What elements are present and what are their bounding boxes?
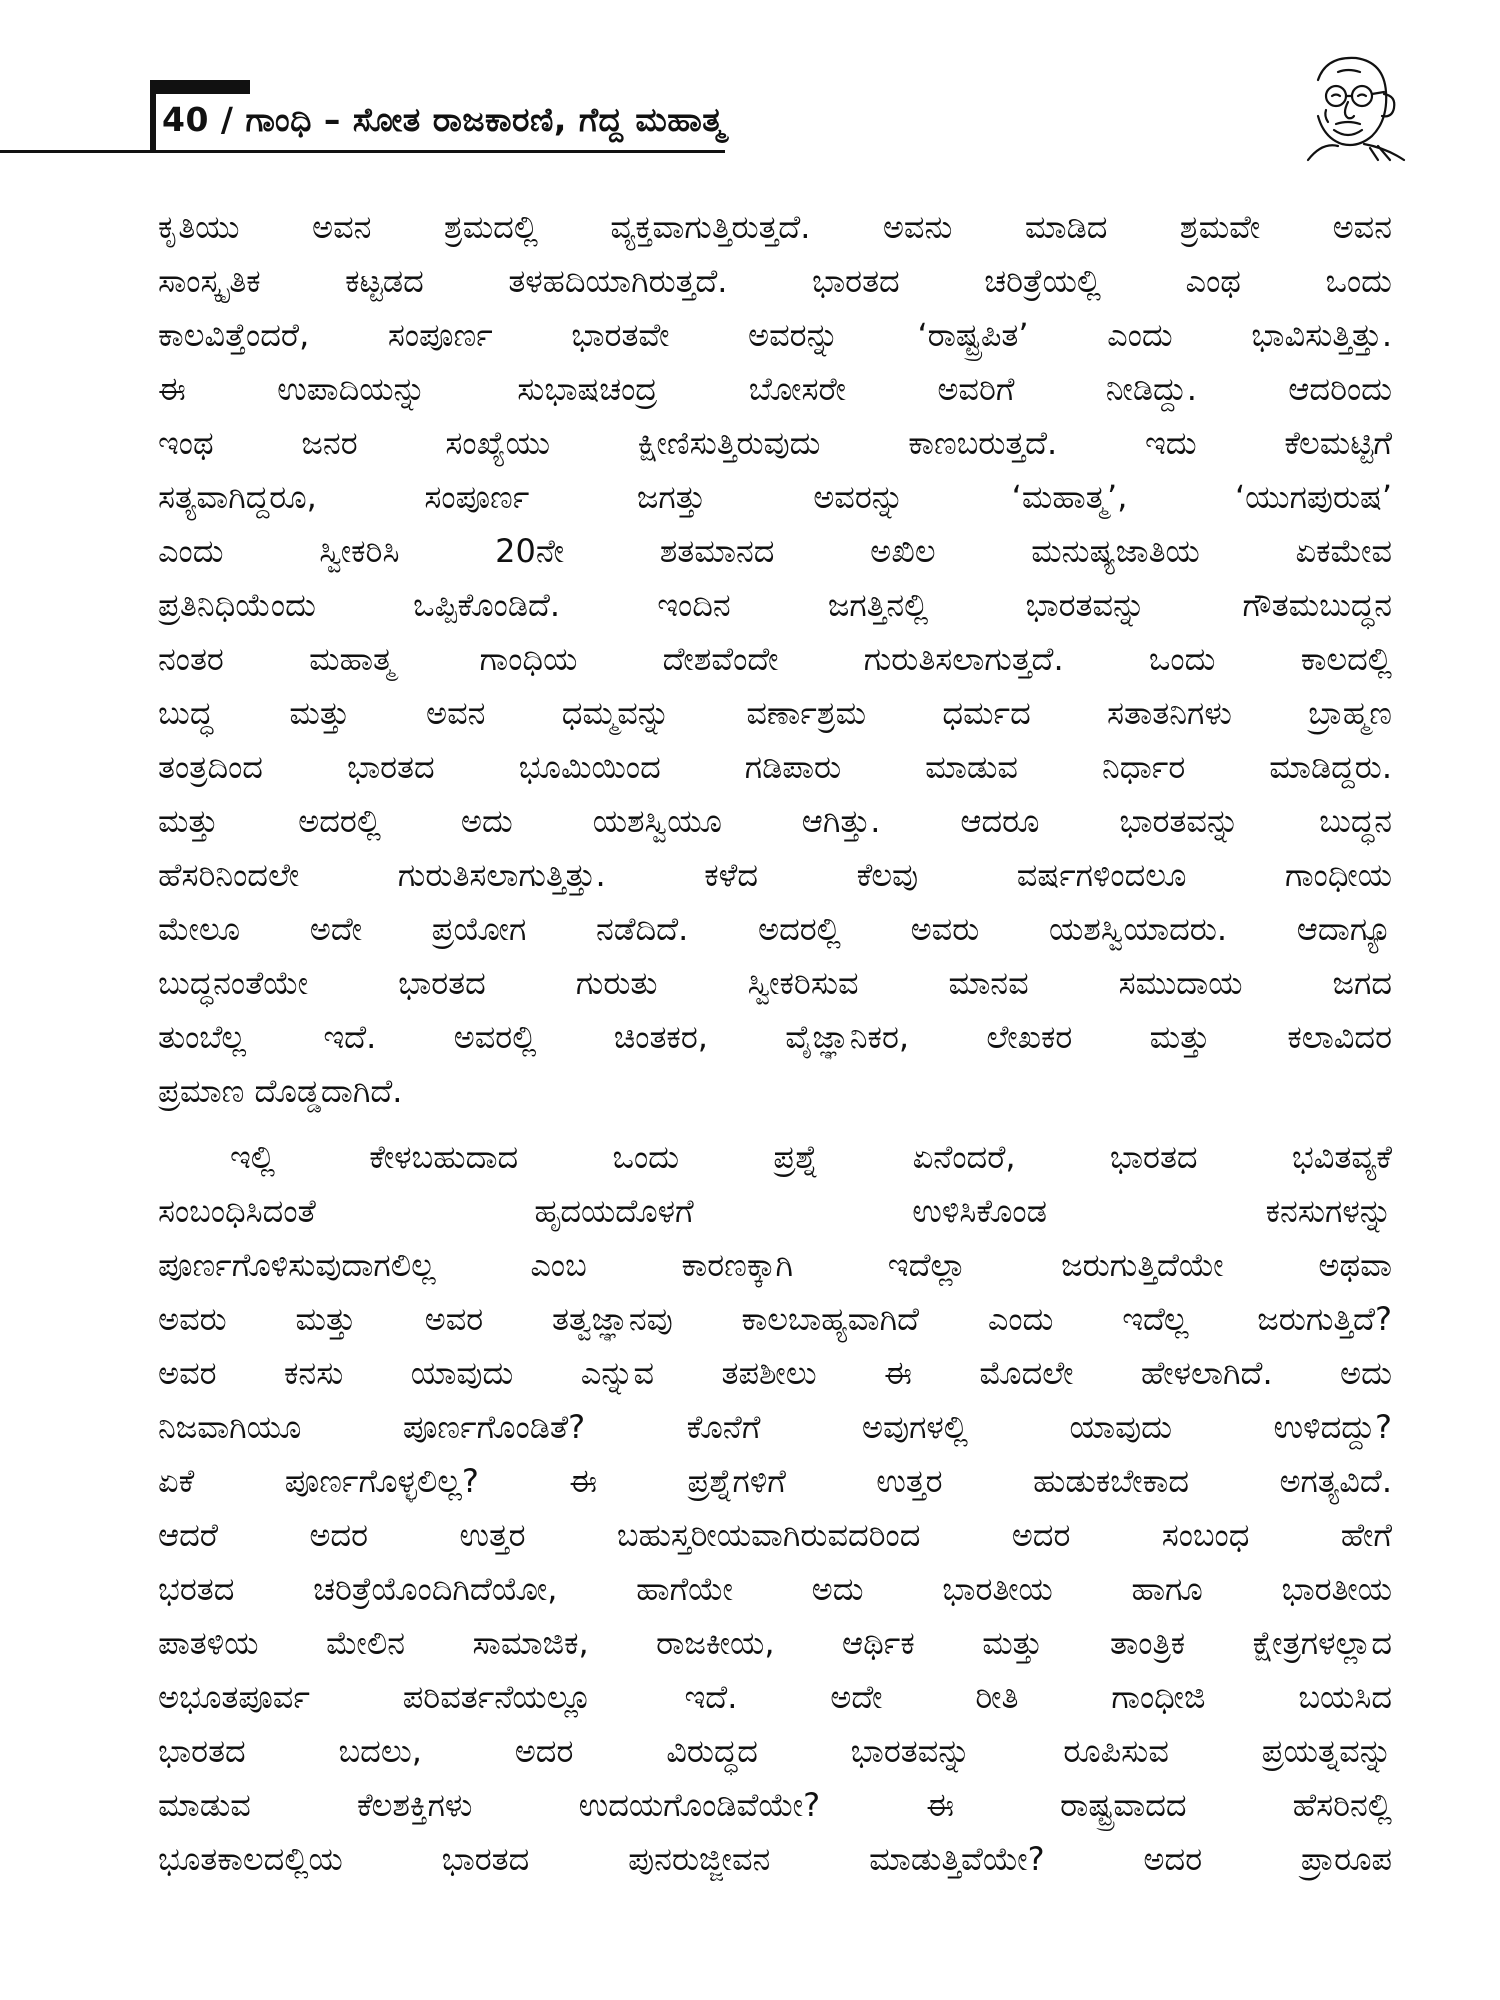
paragraph-1 [158,200,1392,1118]
text-line: ಮೇಲೂ ಅದೇ ಪ್ರಯೋಗ ನಡೆದಿದೆ. ಅದರಲ್ಲಿ ಅವರು ಯಶಸ್ವಿಯಾದರು. ಆದಾಗ್ಯೂ [158,910,1392,948]
text-line: ಅವರ ಕನಸು ಯಾವುದು ಎನ್ನುವ ತಪಶೀಲು ಈ ಮೊದಲೇ ಹೇಳಲಾಗಿದೆ. ಅದು [158,1354,1392,1392]
text-line: ಕಾಲವಿತ್ತೆಂದರೆ, ಸಂಪೂರ್ಣ ಭಾರತವೇ ಅವರನ್ನು ‘ರಾಷ್ಟ್ರಪಿತ’ ಎಂದು ಭಾವಿಸುತ್ತಿತ್ತು. [158,316,1392,354]
text-line: ಸತ್ಯವಾಗಿದ್ದರೂ, ಸಂಪೂರ್ಣ ಜಗತ್ತು ಅವರನ್ನು ‘ಮಹಾತ್ಮ’, ‘ಯುಗಪುರುಷ’ [158,478,1392,516]
text-line: ಮತ್ತು ಅದರಲ್ಲಿ ಅದು ಯಶಸ್ವಿಯೂ ಆಗಿತ್ತು. ಆದರೂ ಭಾರತವನ್ನು ಬುದ್ಧನ [158,802,1392,840]
paragraph-gap [158,1118,1392,1130]
text-line: ಮಾಡುವ ಕೆಲಶಕ್ತಿಗಳು ಉದಯಗೊಂಡಿವೆಯೇ? ಈ ರಾಷ್ಟ್ರವಾದದ ಹೆಸರಿನಲ್ಲಿ [158,1786,1392,1824]
page-body [158,200,1392,1886]
text-line: ಪಾತಳಿಯ ಮೇಲಿನ ಸಾಮಾಜಿಕ, ರಾಜಕೀಯ, ಆರ್ಥಿಕ ಮತ್ತು ತಾಂತ್ರಿಕ ಕ್ಷೇತ್ರಗಳಲ್ಲಾದ [158,1624,1392,1662]
gandhi-portrait-icon [1278,50,1408,162]
text-line: ಬುದ್ಧನಂತೆಯೇ ಭಾರತದ ಗುರುತು ಸ್ವೀಕರಿಸುವ ಮಾನವ ಸಮುದಾಯ ಜಗದ [158,964,1392,1002]
text-line: ಆದರೆ ಅದರ ಉತ್ತರ ಬಹುಸ್ತರೀಯವಾಗಿರುವದರಿಂದ ಅದರ ಸಂಬಂಧ ಹೇಗೆ [158,1516,1392,1554]
text-line: ಸಾಂಸ್ಕೃತಿಕ ಕಟ್ಟಡದ ತಳಹದಿಯಾಗಿರುತ್ತದೆ. ಭಾರತದ ಚರಿತ್ರೆಯಲ್ಲಿ ಎಂಥ ಒಂದು [158,262,1392,300]
text-line: ನಿಜವಾಗಿಯೂ ಪೂರ್ಣಗೊಂಡಿತೆ? ಕೊನೆಗೆ ಅವುಗಳಲ್ಲಿ ಯಾವುದು ಉಳಿದದ್ದು? [158,1408,1392,1446]
text-line: ಕೃತಿಯು ಅವನ ಶ್ರಮದಲ್ಲಿ ವ್ಯಕ್ತವಾಗುತ್ತಿರುತ್ತದೆ. ಅವನು ಮಾಡಿದ ಶ್ರಮವೇ ಅವನ [158,208,1392,246]
text-line: ಎಂದು ಸ್ವೀಕರಿಸಿ 20ನೇ ಶತಮಾನದ ಅಖಿಲ ಮನುಷ್ಯಜಾತಿಯ ಏಕಮೇವ [158,532,1392,570]
text-line: ಹೆಸರಿನಿಂದಲೇ ಗುರುತಿಸಲಾಗುತ್ತಿತ್ತು. ಕಳೆದ ಕೆಲವು ವರ್ಷಗಳಿಂದಲೂ ಗಾಂಧೀಯ [158,856,1392,894]
text-line: ಪ್ರಮಾಣ ದೊಡ್ಡದಾಗಿದೆ. [158,1072,403,1110]
text-line: ಏಕೆ ಪೂರ್ಣಗೊಳ್ಳಲಿಲ್ಲ? ಈ ಪ್ರಶ್ನೆಗಳಿಗೆ ಉತ್ತರ ಹುಡುಕಬೇಕಾದ ಅಗತ್ಯವಿದೆ. [158,1462,1392,1500]
text-line: ನಂತರ ಮಹಾತ್ಮ ಗಾಂಧಿಯ ದೇಶವೆಂದೇ ಗುರುತಿಸಲಾಗುತ್ತದೆ. ಒಂದು ಕಾಲದಲ್ಲಿ [158,640,1392,678]
text-line: ತುಂಬೆಲ್ಲ ಇದೆ. ಅವರಲ್ಲಿ ಚಿಂತಕರ, ವೈಜ್ಞಾನಿಕರ, ಲೇಖಕರ ಮತ್ತು ಕಲಾವಿದರ [158,1018,1392,1056]
paragraph-2 [158,1130,1392,1886]
header-vertical-rule [150,80,156,152]
text-line: ಅಭೂತಪೂರ್ವ ಪರಿವರ್ತನೆಯಲ್ಲೂ ಇದೆ. ಅದೇ ರೀತಿ ಗಾಂಧೀಜಿ ಬಯಸಿದ [158,1678,1392,1716]
text-line: ಅವರು ಮತ್ತು ಅವರ ತತ್ವಜ್ಞಾನವು ಕಾಲಬಾಹ್ಯವಾಗಿದೆ ಎಂದು ಇದೆಲ್ಲ ಜರುಗುತ್ತಿದೆ? [158,1300,1392,1338]
text-line: ಇಲ್ಲಿ ಕೇಳಬಹುದಾದ ಒಂದು ಪ್ರಶ್ನೆ ಏನೆಂದರೆ, ಭಾರತದ ಭವಿತವ್ಯಕೆ [230,1138,1392,1176]
text-line: ತಂತ್ರದಿಂದ ಭಾರತದ ಭೂಮಿಯಿಂದ ಗಡಿಪಾರು ಮಾಡುವ ನಿರ್ಧಾರ ಮಾಡಿದ್ದರು. [158,748,1392,786]
header-underline-rule [0,150,725,153]
text-line: ಭರತದ ಚರಿತ್ರೆಯೊಂದಿಗಿದೆಯೋ, ಹಾಗೆಯೇ ಅದು ಭಾರತೀಯ ಹಾಗೂ ಭಾರತೀಯ [158,1570,1392,1608]
text-line: ಪ್ರತಿನಿಧಿಯೆಂದು ಒಪ್ಪಿಕೊಂಡಿದೆ. ಇಂದಿನ ಜಗತ್ತಿನಲ್ಲಿ ಭಾರತವನ್ನು ಗೌತಮಬುದ್ಧನ [158,586,1392,624]
text-line: ಭಾರತದ ಬದಲು, ಅದರ ವಿರುದ್ಧದ ಭಾರತವನ್ನು ರೂಪಿಸುವ ಪ್ರಯತ್ನವನ್ನು [158,1732,1392,1770]
text-line: ಭೂತಕಾಲದಲ್ಲಿಯ ಭಾರತದ ಪುನರುಜ್ಜೀವನ ಮಾಡುತ್ತಿವೆಯೇ? ಅದರ ಪ್ರಾರೂಪ [158,1840,1392,1878]
running-header-title: 40 / ಗಾಂಧಿ – ಸೋತ ರಾಜಕಾರಣಿ, ಗೆದ್ದ ಮಹಾತ್ಮ [162,100,725,139]
text-line: ಪೂರ್ಣಗೊಳಿಸುವುದಾಗಲಿಲ್ಲ ಎಂಬ ಕಾರಣಕ್ಕಾಗಿ ಇದೆಲ್ಲಾ ಜರುಗುತ್ತಿದೆಯೇ ಅಥವಾ [158,1246,1392,1284]
text-line: ಬುದ್ಧ ಮತ್ತು ಅವನ ಧಮ್ಮವನ್ನು ವರ್ಣಾಶ್ರಮ ಧರ್ಮದ ಸತಾತನಿಗಳು ಬ್ರಾಹ್ಮಣ [158,694,1392,732]
text-line: ಈ ಉಪಾದಿಯನ್ನು ಸುಭಾಷಚಂದ್ರ ಬೋಸರೇ ಅವರಿಗೆ ನೀಡಿದ್ದು. ಆದರಿಂದು [158,370,1392,408]
text-line: ಇಂಥ ಜನರ ಸಂಖ್ಯೆಯು ಕ್ಷೀಣಿಸುತ್ತಿರುವುದು ಕಾಣಬರುತ್ತದೆ. ಇದು ಕೆಲಮಟ್ಟಿಗೆ [158,424,1392,462]
text-line: ಸಂಬಂಧಿಸಿದಂತೆ ಹೃದಯದೊಳಗೆ ಉಳಿಸಿಕೊಂಡ ಕನಸುಗಳನ್ನು [158,1192,1392,1230]
